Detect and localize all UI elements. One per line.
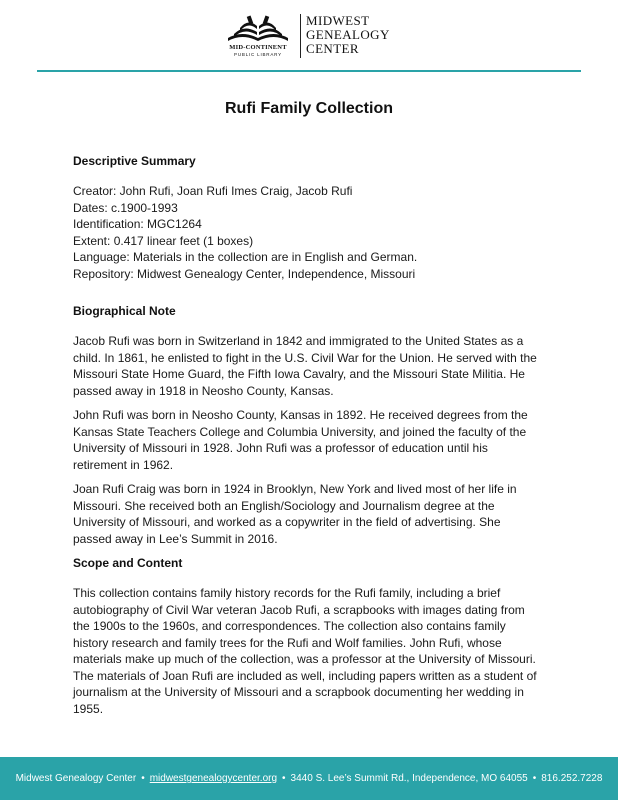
footer-separator: • — [141, 773, 145, 784]
mid-continent-logo — [220, 14, 296, 58]
footer-address: 3440 S. Lee’s Summit Rd., Independence, MO 64055 — [290, 773, 528, 784]
scope-line: history research and family trees for the Rufi and Wolf families. John Rufi, whose — [73, 635, 502, 650]
bio-line: Missouri State Home Guard, the Fifth Iowa Cavalry, and the Missouri State Militia. He — [73, 367, 525, 381]
bio-line: child. In 1861, he enlisted to fight in the U.S. Civil War for the Union. He served with the — [73, 350, 537, 365]
summary-language: Language: Materials in the collection are in English and German. — [73, 250, 418, 264]
scope-line: journalism at the University of Missouri and a scrapbook documenting her wedding in — [73, 685, 524, 699]
summary-repository: Repository: Midwest Genealogy Center, Independence, Missouri — [73, 266, 416, 281]
center-name — [306, 14, 390, 56]
page-footer — [0, 757, 618, 800]
bio-line: Joan Rufi Craig was born in 1924 in Brooklyn, New York and lived most of her life in — [73, 482, 517, 496]
bio-line: University of Missouri in 1928. John Rufi was a professor of education until his — [73, 441, 488, 455]
bio-line: University of Missouri, and worked as a copywriter in the field of advertising. She — [73, 515, 501, 529]
descriptive-summary-heading: Descriptive Summary — [73, 154, 196, 168]
logo-divider — [300, 14, 301, 58]
summary-dates: Dates: c.1900-1993 — [73, 200, 178, 215]
scope-line: the 1900s to the 1960s, and correspondences. The collection also contains family — [73, 619, 506, 633]
library-subtitle: PUBLIC LIBRARY — [234, 52, 282, 57]
biographical-note-heading: Biographical Note — [73, 304, 176, 318]
document-title: Rufi Family Collection — [224, 100, 393, 117]
center-name-line-2: GENEALOGY — [306, 27, 390, 42]
scope-line: The materials of Joan Rufi are included as well, including papers written as a student of — [73, 668, 537, 683]
descriptive-summary-section — [73, 153, 553, 282]
bio-line: passed away in 1918 in Neosho County, Kansas. — [73, 383, 334, 398]
scope-line: 1955. — [73, 701, 104, 716]
summary-extent: Extent: 0.417 linear feet (1 boxes) — [73, 233, 254, 248]
page-header — [0, 0, 618, 74]
footer-separator: • — [532, 773, 537, 784]
bio-line: John Rufi was born in Neosho County, Kansas in 1892. He received degrees from the — [73, 408, 528, 422]
center-name-line-1: MIDWEST — [306, 13, 370, 28]
scope-and-content-heading: Scope and Content — [73, 556, 183, 570]
open-book-icon — [226, 14, 290, 42]
biographical-note-section — [73, 303, 553, 555]
summary-identification: Identification: MGC1264 — [73, 217, 202, 231]
footer-org: Midwest Genealogy Center — [15, 773, 137, 784]
bio-line: passed away in Lee’s Summit in 2016. — [73, 531, 278, 546]
footer-website-link[interactable]: midwestgenealogycenter.org — [149, 773, 278, 784]
scope-line: This collection contains family history records for the Rufi family, including a brief — [73, 586, 501, 600]
bio-line: Kansas State Teachers College and Columbia University, and joined the faculty of the — [73, 424, 527, 439]
bio-line: Missouri. She received both an English/Sociology and Journalism degree at the — [73, 498, 495, 513]
library-name: MID-CONTINENT — [229, 44, 287, 51]
scope-line: materials make up much of the collection, was a professor at the University of Missouri. — [73, 652, 536, 666]
bio-paragraph-joan — [73, 481, 553, 547]
scope-line: autobiography of Civil War veteran Jacob Rufi, a scrapbooks with images dating from — [73, 602, 525, 617]
scope-and-content-section — [73, 555, 553, 717]
footer-phone: 816.252.7228 — [541, 773, 603, 784]
bio-line: Jacob Rufi was born in Switzerland in 1842 and immigrated to the United States as a — [73, 334, 524, 348]
center-name-line-3: CENTER — [306, 41, 359, 56]
summary-creator: Creator: John Rufi, Joan Rufi Imes Craig, Jacob Rufi — [73, 184, 353, 198]
header-rule — [37, 70, 581, 72]
bio-paragraph-john — [73, 407, 553, 473]
bio-line: retirement in 1962. — [73, 457, 174, 472]
footer-separator: • — [282, 773, 286, 784]
bio-paragraph-jacob — [73, 333, 553, 399]
